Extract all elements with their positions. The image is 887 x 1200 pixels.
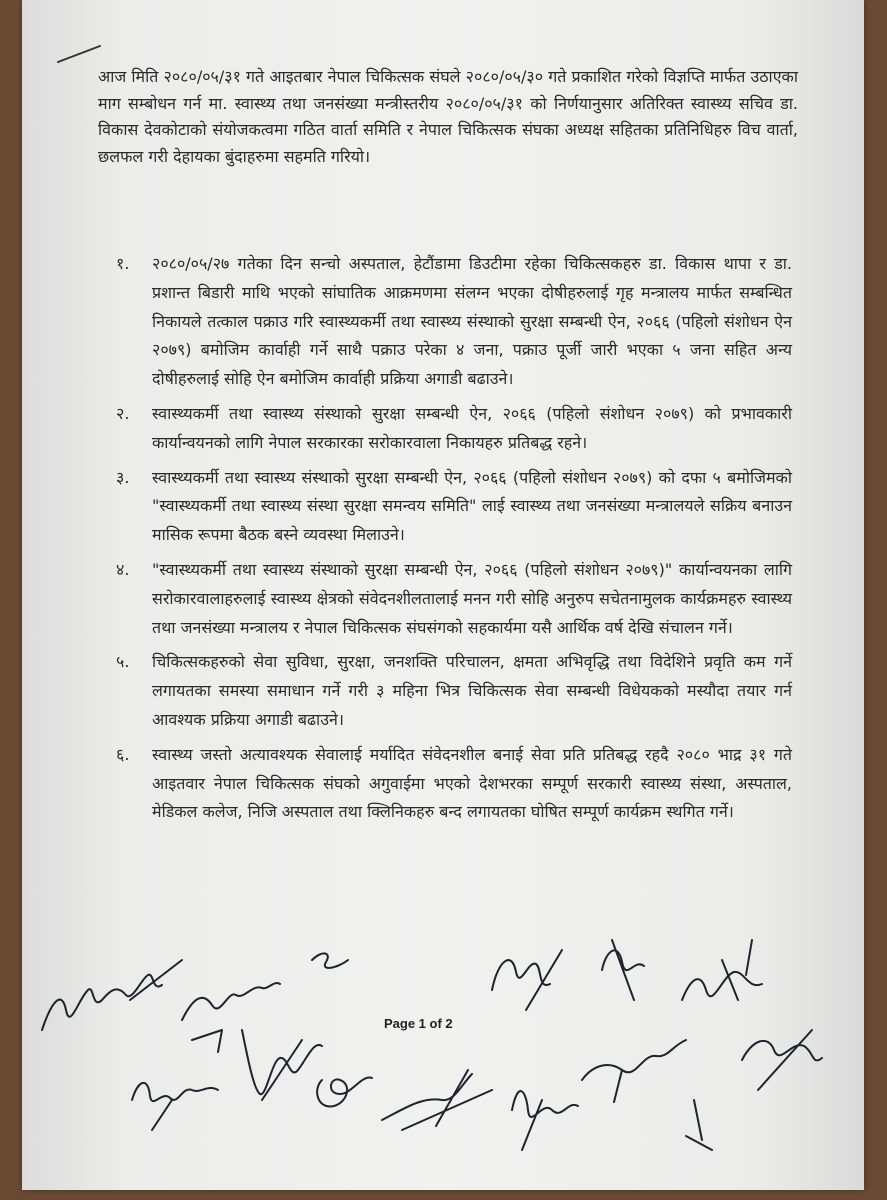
document-page [22,0,864,1190]
signature-11 [512,1091,578,1150]
item-number: ३. [116,467,130,487]
item-number: ६. [116,744,130,764]
signature-2 [182,983,280,1052]
list-item [112,741,792,827]
item-text: स्वास्थ्य जस्तो अत्यावश्यक सेवालाई मर्यादित संवेदनशील बनाई सेवा प्रति प्रतिबद्ध रहदै २०८० भाद्र ३१ गते आइतवार नेपाल चिकित्सक संघको अगुवाईमा भएको देशभरका सम्पूर्ण सरकारी स्वास्थ्य संस्था, अस्पताल, मेडिकल कलेज, निजि अस्पताल तथा क्लिनिकहरु बन्द लगायतका घोषित सम्पूर्ण कार्यक्रम स्थगित गर्ने। [152,744,792,822]
pen-mark [56,42,104,66]
item-text: स्वास्थ्यकर्मी तथा स्वास्थ्य संस्थाको सुरक्षा सम्बन्धी ऐन, २०६६ (पहिलो संशोधन २०७९) को दफा ५ बमोजिमको "स्वास्थ्यकर्मी तथा स्वास्थ्य संस्था सुरक्षा समन्वय समिति" लाई स्वास्थ्य तथा जनसंख्या मन्त्रालयले सक्रिय बनाउन मासिक रूपमा बैठक बस्ने व्यवस्था मिलाउने। [152,467,792,545]
signature-12 [582,1040,712,1150]
item-number: ५. [116,652,130,672]
signature-13 [742,1030,822,1090]
list-item [112,648,792,734]
signature-6 [317,1077,372,1106]
signature-9 [602,940,644,1000]
item-text: २०८०/०५/२७ गतेका दिन सन्चो अस्पताल, हेटौंडामा डिउटीमा रहेका चिकित्सकहरु डा. विकास थापा र डा. प्रशान्त बिडारी माथि भएको सांघातिक आक्रमणमा संलग्न भएका दोषीहरुलाई गृह मन्त्रालय मार्फत सम्बन्धित निकायले तत्काल पक्राउ गरि स्वास्थ्यकर्मी तथा स्वास्थ्य संस्थाको सुरक्षा सम्बन्धी ऐन, २०६६ (पहिलो संशोधन ऐन २०७९) बमोजिम कार्वाही गर्ने साथै पक्राउ परेका ४ जना, पक्राउ पूर्जी जारी भएका ५ जना सहित अन्य दोषीहरुलाई सोहि ऐन बमोजिम कार्वाही प्रक्रिया अगाडी बढाउने। [152,254,792,389]
signature-3 [312,953,348,968]
signature-10 [682,940,762,1000]
signature-7 [382,1070,492,1130]
signature-1 [42,960,182,1030]
list-item [112,556,792,642]
page-number: Page 1 of 2 [384,1016,453,1031]
item-number: ४. [116,559,130,579]
item-text: चिकित्सकहरुको सेवा सुविधा, सुरक्षा, जनशक्ति परिचालन, क्षमता अभिवृद्धि तथा विदेशिने प्रवृति कम गर्ने लगायतका समस्या समाधान गर्ने गरी ३ महिना भित्र चिकित्सक सेवा सम्बन्धी विधेयकको मस्यौदा तयार गर्न आवश्यक प्रक्रिया अगाडी बढाउने। [152,652,792,729]
intro-paragraph: आज मिति २०८०/०५/३१ गते आइतबार नेपाल चिकित्सक संघले २०८०/०५/३० गते प्रकाशित गरेको विज्ञप्ति मार्फत उठाएका माग सम्बोधन गर्न मा. स्वास्थ्य तथा जनसंख्या मन्त्रीस्तरीय २०८०/०५/३१ को निर्णयानुसार अतिरिक्त स्वास्थ्य सचिव डा. विकास देवकोटाको संयोजकत्वमा गठित वार्ता समिति र नेपाल चिकित्सक संघका अध्यक्ष सहितका प्रतिनिधिहरु विच वार्ता, छलफल गरी देहायका बुंदाहरुमा सहमति गरियो। [98,67,798,166]
agreement-list [112,250,792,827]
item-text: "स्वास्थ्यकर्मी तथा स्वास्थ्य संस्थाको सुरक्षा सम्बन्धी ऐन, २०६६ (पहिलो संशोधन २०७९)" कार्यान्वयनका लागि सरोकारवालाहरुलाई स्वास्थ्य क्षेत्रको संवेदनशीलतालाई मनन गरी सोहि अनुरुप सचेतनामुलक कार्यक्रमहरु स्वास्थ्य तथा जनसंख्या मन्त्रालय र नेपाल चिकित्सक संघसंगको सहकार्यमा यसै आर्थिक वर्ष देखि संचालन गर्ने। [152,559,792,637]
signature-8 [492,950,562,1010]
signature-4 [132,1083,218,1130]
item-text: स्वास्थ्यकर्मी तथा स्वास्थ्य संस्थाको सुरक्षा सम्बन्धी ऐन, २०६६ (पहिलो संशोधन २०७९) को प्रभावकारी कार्यान्वयनको लागि नेपाल सरकारका सरोकारवाला निकायहरु प्रतिबद्ध रहने। [152,403,792,452]
signature-5 [242,1030,322,1100]
list-item [112,464,792,550]
item-number: १. [116,254,130,273]
list-item [112,250,792,394]
list-item [112,400,792,458]
item-number: २. [116,403,130,423]
